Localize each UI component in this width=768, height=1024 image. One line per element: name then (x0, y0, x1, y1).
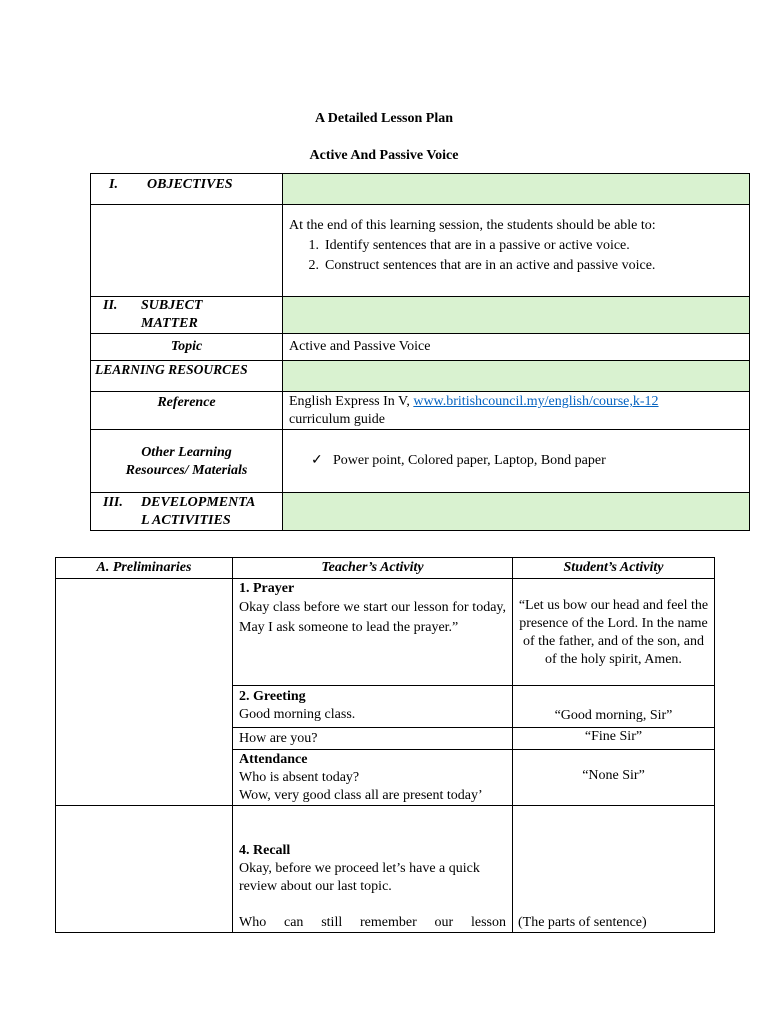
developmental-numeral: III. (103, 495, 123, 510)
recall-student-cell: (The parts of sentence) (513, 806, 715, 933)
other-resources-value: Power point, Colored paper, Laptop, Bond paper (333, 453, 606, 468)
reference-prefix: English Express In V, (289, 394, 414, 409)
learning-resources-label: LEARNING RESOURCES (91, 361, 283, 392)
objective-item (289, 237, 743, 255)
learning-resources-value-cell (283, 361, 750, 392)
prayer-heading: 1. Prayer (239, 581, 295, 596)
objective-text: Identify sentences that are in a passive or active voice. (325, 238, 630, 253)
attendance-teacher-line2: Wow, very good class all are present today’ (239, 788, 483, 803)
document-subtitle: Active And Passive Voice (309, 148, 459, 163)
attendance-heading: Attendance (239, 752, 308, 767)
reference-suffix: curriculum guide (289, 412, 386, 427)
recall-row (56, 806, 715, 933)
activity-table (55, 557, 715, 933)
objectives-label: OBJECTIVES (147, 177, 233, 192)
objective-text: Construct sentences that are in an active and passive voice. (325, 258, 656, 273)
reference-label: Reference (91, 392, 283, 430)
reference-row (91, 392, 750, 430)
developmental-value-cell (283, 493, 750, 531)
recall-teacher-para1: Okay, before we proceed let’s have a quick review about our last topic. (239, 861, 480, 894)
prayer-teacher-text: Okay class before we start our lesson for today, May I ask someone to lead the prayer.” (239, 600, 506, 635)
other-resources-label-line1: Other Learning (141, 445, 232, 460)
objective-number: 1. (308, 238, 319, 253)
other-resources-label-line2: Resources/ Materials (125, 463, 248, 478)
other-resources-row (91, 430, 750, 493)
other-resources-value-cell (283, 430, 750, 493)
objective-item (289, 257, 743, 275)
document-title: A Detailed Lesson Plan (314, 111, 454, 126)
teacher-activity-header: Teacher’s Activity (233, 558, 513, 579)
objective-number: 2. (308, 258, 319, 273)
subject-matter-value-cell (283, 297, 750, 334)
topic-value: Active and Passive Voice (283, 334, 750, 361)
how-are-you-teacher-cell: How are you? (233, 728, 513, 750)
attendance-teacher-line1: Who is absent today? (239, 770, 360, 785)
how-are-you-student-cell: “Fine Sir” (513, 728, 715, 750)
objectives-detail-row (91, 205, 750, 297)
checkmark-icon: ✓ (311, 453, 323, 468)
greeting-heading: 2. Greeting (239, 689, 306, 704)
lesson-plan-table (90, 173, 750, 531)
objectives-value-cell (283, 174, 750, 205)
developmental-label-line1: DEVELOPMENTA (141, 495, 256, 510)
recall-teacher-para2: Who can still remember our lesson (239, 915, 506, 930)
prayer-row (56, 579, 715, 686)
objectives-intro: At the end of this learning session, the students should be able to: (289, 218, 656, 233)
subject-matter-label-line1: SUBJECT (141, 298, 203, 313)
prayer-teacher-cell (233, 579, 513, 686)
preliminaries-side-cell (56, 579, 233, 806)
other-resources-label-cell (91, 430, 283, 493)
reference-link[interactable]: www.britishcouncil.my/english/course,k-12 (413, 394, 659, 409)
objectives-row (91, 174, 750, 205)
objectives-detail-label-cell (91, 205, 283, 297)
objectives-header (91, 174, 283, 205)
prayer-student-cell: “Let us bow our head and feel the presence of the Lord. In the name of the father, and of the son, and of the holy spirit, Amen. (513, 579, 715, 686)
learning-resources-row (91, 361, 750, 392)
student-activity-header: Student’s Activity (513, 558, 715, 579)
greeting-student-cell: “Good morning, Sir” (513, 686, 715, 728)
topic-row (91, 334, 750, 361)
preliminaries-header: A. Preliminaries (56, 558, 233, 579)
reference-value-cell (283, 392, 750, 430)
greeting-teacher-text: Good morning class. (239, 707, 356, 722)
activity-header-row (56, 558, 715, 579)
attendance-teacher-cell (233, 750, 513, 806)
greeting-teacher-cell (233, 686, 513, 728)
attendance-student-cell: “None Sir” (513, 750, 715, 806)
subject-matter-label-line2: MATTER (141, 316, 198, 331)
developmental-row (91, 493, 750, 531)
recall-side-cell (56, 806, 233, 933)
developmental-label-line2: L ACTIVITIES (141, 513, 231, 528)
recall-teacher-cell (233, 806, 513, 933)
subject-matter-row (91, 297, 750, 334)
developmental-header (91, 493, 283, 531)
objectives-numeral: I. (109, 177, 118, 192)
subject-matter-header (91, 297, 283, 334)
recall-heading: 4. Recall (239, 843, 291, 858)
subject-matter-numeral: II. (103, 298, 118, 313)
objectives-detail-cell (283, 205, 750, 297)
topic-label: Topic (91, 334, 283, 361)
